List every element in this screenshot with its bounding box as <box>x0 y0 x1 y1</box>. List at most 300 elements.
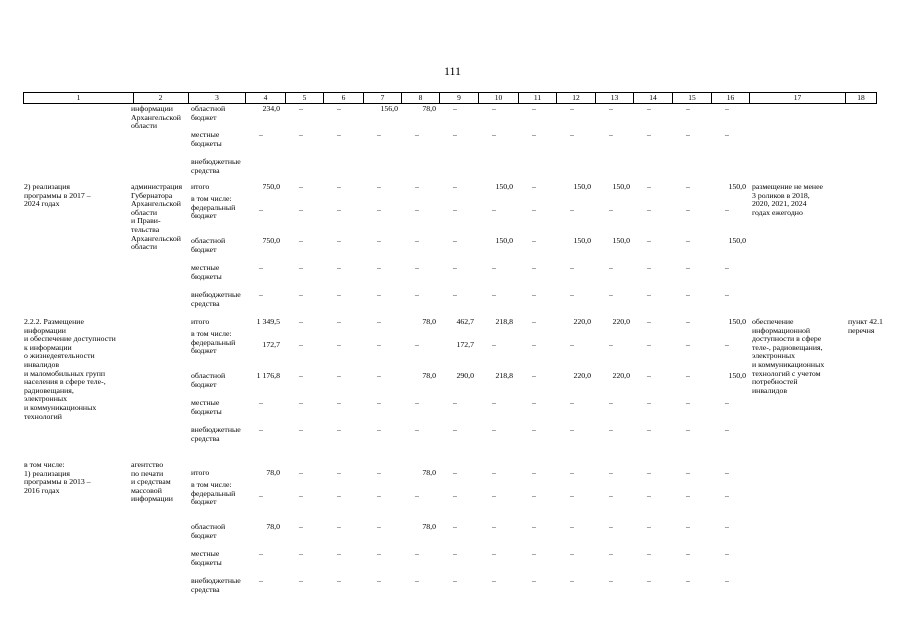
funding-source: местные <box>191 130 220 139</box>
value-cell: – <box>532 576 536 585</box>
value-cell: – <box>377 490 381 500</box>
value-cell: – <box>377 398 381 407</box>
value-cell: 150,0 <box>728 371 746 380</box>
value-cell: – <box>725 104 729 113</box>
value-cell: – <box>492 339 496 349</box>
funding-source: бюджеты <box>191 557 222 567</box>
value-cell: – <box>377 263 381 272</box>
value-cell: – <box>337 425 341 434</box>
value-cell: – <box>725 522 729 531</box>
value-cell: – <box>532 490 536 500</box>
item-description: технологий <box>24 411 62 421</box>
value-cell: – <box>259 398 263 407</box>
funding-source: итого <box>191 182 210 191</box>
value-cell: – <box>299 317 303 326</box>
value-cell: – <box>453 290 457 299</box>
funding-source: бюджеты <box>191 406 222 416</box>
funding-source: в том числе: <box>191 329 232 338</box>
value-cell: – <box>609 339 613 349</box>
value-cell: – <box>453 522 457 531</box>
header-col-5: 5 <box>286 93 324 103</box>
value-cell: – <box>647 425 651 434</box>
value-cell: – <box>337 576 341 585</box>
value-cell: – <box>532 549 536 558</box>
value-cell: – <box>647 104 651 113</box>
reference-note: пункт 42.1 <box>848 317 883 326</box>
value-cell: 234,0 <box>262 104 280 113</box>
header-col-13: 13 <box>596 93 634 103</box>
value-cell: – <box>415 576 419 585</box>
value-cell: – <box>415 425 419 434</box>
value-cell: – <box>453 468 457 477</box>
value-cell: 78,0 <box>422 468 436 477</box>
item-description: и обеспечение доступности <box>24 334 116 344</box>
value-cell: – <box>686 522 690 531</box>
value-cell: 290,0 <box>456 371 474 380</box>
value-cell: – <box>453 236 457 245</box>
funding-source: федеральный <box>191 202 236 212</box>
funding-source: бюджеты <box>191 138 222 148</box>
funding-source: в том числе: <box>191 194 232 203</box>
funding-source: средства <box>191 584 220 594</box>
value-cell: – <box>415 263 419 272</box>
value-cell: – <box>570 263 574 272</box>
funding-source: федеральный <box>191 488 236 498</box>
expected-result: потребностей <box>752 377 798 387</box>
value-cell: – <box>686 317 690 326</box>
value-cell: – <box>453 263 457 272</box>
value-cell: – <box>647 204 651 214</box>
header-col-14: 14 <box>634 93 673 103</box>
value-cell: 218,8 <box>495 371 513 380</box>
funding-source: федеральный <box>191 337 236 347</box>
value-cell: 220,0 <box>573 317 591 326</box>
value-cell: – <box>532 236 536 245</box>
expected-result: доступности в сфере <box>752 334 822 344</box>
value-cell: – <box>609 522 613 531</box>
value-cell: – <box>259 290 263 299</box>
value-cell: – <box>686 371 690 380</box>
responsible-executor: администрация <box>131 182 183 191</box>
funding-source: внебюджетные <box>191 576 241 585</box>
value-cell: – <box>725 490 729 500</box>
value-cell: – <box>377 236 381 245</box>
expected-result: информационной <box>752 325 811 335</box>
value-cell: – <box>570 490 574 500</box>
item-description: инвалидов <box>24 360 60 369</box>
value-cell: – <box>609 130 613 139</box>
value-cell: 220,0 <box>573 371 591 380</box>
value-cell: – <box>725 468 729 477</box>
funding-source: итого <box>191 317 210 326</box>
value-cell: – <box>492 468 496 477</box>
value-cell: – <box>492 130 496 139</box>
funding-source: местные <box>191 398 220 407</box>
value-cell: – <box>532 425 536 434</box>
value-cell: 150,0 <box>573 236 591 245</box>
value-cell: – <box>609 263 613 272</box>
value-cell: – <box>492 398 496 407</box>
value-cell: – <box>299 339 303 349</box>
item-description: 2016 годах <box>24 485 60 495</box>
value-cell: 156,0 <box>380 104 398 113</box>
responsible-executor: области <box>131 242 158 252</box>
expected-result: обеспечение <box>752 317 794 326</box>
value-cell: – <box>377 204 381 214</box>
value-cell: – <box>647 371 651 380</box>
value-cell: – <box>609 398 613 407</box>
value-cell: – <box>453 130 457 139</box>
value-cell: – <box>686 549 690 558</box>
value-cell: – <box>532 398 536 407</box>
value-cell: – <box>609 576 613 585</box>
value-cell: – <box>337 468 341 477</box>
funding-source: местные <box>191 263 220 272</box>
value-cell: – <box>532 182 536 191</box>
value-cell: 218,8 <box>495 317 513 326</box>
header-col-4: 4 <box>246 93 286 103</box>
value-cell: – <box>337 204 341 214</box>
value-cell: 150,0 <box>495 236 513 245</box>
value-cell: 150,0 <box>612 236 630 245</box>
funding-source: областной <box>191 522 226 531</box>
item-description: 1) реализация <box>24 468 70 478</box>
responsible-executor: и Прави- <box>131 216 161 226</box>
value-cell: – <box>337 339 341 349</box>
value-cell: – <box>337 182 341 191</box>
value-cell: – <box>532 468 536 477</box>
value-cell: – <box>647 317 651 326</box>
value-cell: – <box>377 522 381 531</box>
expected-result: годах ежегодно <box>752 207 803 217</box>
expected-result: 2020, 2021, 2024 <box>752 199 807 209</box>
value-cell: – <box>532 371 536 380</box>
funding-source: в том числе: <box>191 480 232 489</box>
value-cell: – <box>415 182 419 191</box>
value-cell: 78,0 <box>422 522 436 531</box>
value-cell: – <box>377 576 381 585</box>
expected-result: размещение не менее <box>752 182 824 191</box>
value-cell: – <box>299 468 303 477</box>
funding-source: бюджет <box>191 112 217 122</box>
value-cell: – <box>377 290 381 299</box>
page-number: 111 <box>443 64 462 78</box>
value-cell: – <box>492 490 496 500</box>
value-cell: – <box>337 104 341 113</box>
funding-source: бюджет <box>191 379 217 389</box>
value-cell: 150,0 <box>612 182 630 191</box>
header-col-9: 9 <box>440 93 479 103</box>
responsible-executor: по печати <box>131 468 164 478</box>
value-cell: 1 349,5 <box>256 317 280 326</box>
value-cell: 462,7 <box>456 317 474 326</box>
table-header-row <box>23 92 877 104</box>
value-cell: 750,0 <box>262 182 280 191</box>
expected-result: теле-, радиовещания, <box>752 342 823 352</box>
header-col-18: 18 <box>846 93 877 103</box>
header-col-12: 12 <box>557 93 596 103</box>
value-cell: – <box>609 468 613 477</box>
responsible-executor: информации <box>131 104 173 113</box>
value-cell: 172,7 <box>456 339 474 349</box>
value-cell: – <box>453 104 457 113</box>
value-cell: – <box>609 549 613 558</box>
value-cell: 750,0 <box>262 236 280 245</box>
value-cell: 150,0 <box>728 317 746 326</box>
value-cell: – <box>570 398 574 407</box>
value-cell: – <box>570 104 574 113</box>
item-description: 2024 годах <box>24 199 60 209</box>
value-cell: – <box>337 263 341 272</box>
funding-source: бюджет <box>191 244 217 254</box>
value-cell: – <box>570 468 574 477</box>
value-cell: – <box>532 263 536 272</box>
value-cell: – <box>377 182 381 191</box>
header-col-6: 6 <box>324 93 364 103</box>
value-cell: – <box>647 263 651 272</box>
item-description: о жизнедеятельности <box>24 351 95 361</box>
item-description: и маломобильных групп <box>24 368 106 378</box>
item-description: информации <box>24 325 66 335</box>
header-col-8: 8 <box>402 93 440 103</box>
value-cell: – <box>337 398 341 407</box>
expected-result: технологий с учетом <box>752 368 821 378</box>
item-description: радиовещания, <box>24 385 74 395</box>
responsible-executor: Архангельской <box>131 233 181 243</box>
value-cell: – <box>647 130 651 139</box>
responsible-executor: агентство <box>131 460 164 469</box>
item-description: 2) реализация <box>24 182 70 191</box>
value-cell: – <box>609 204 613 214</box>
value-cell: – <box>377 468 381 477</box>
value-cell: – <box>337 236 341 245</box>
responsible-executor: Губернатора <box>131 190 173 200</box>
value-cell: – <box>686 204 690 214</box>
value-cell: 150,0 <box>495 182 513 191</box>
value-cell: – <box>725 290 729 299</box>
value-cell: – <box>609 290 613 299</box>
value-cell: – <box>377 371 381 380</box>
value-cell: – <box>686 104 690 113</box>
item-description: к информации <box>24 342 72 352</box>
value-cell: – <box>532 204 536 214</box>
value-cell: 78,0 <box>266 522 280 531</box>
value-cell: – <box>337 317 341 326</box>
value-cell: – <box>453 490 457 500</box>
value-cell: – <box>415 398 419 407</box>
value-cell: – <box>686 290 690 299</box>
value-cell: – <box>259 263 263 272</box>
value-cell: – <box>415 130 419 139</box>
value-cell: – <box>492 104 496 113</box>
funding-source: областной <box>191 104 226 113</box>
value-cell: – <box>686 263 690 272</box>
value-cell: – <box>377 425 381 434</box>
funding-source: бюджет <box>191 346 217 356</box>
value-cell: 150,0 <box>728 236 746 245</box>
value-cell: – <box>686 182 690 191</box>
value-cell: – <box>299 490 303 500</box>
value-cell: – <box>453 204 457 214</box>
value-cell: – <box>647 182 651 191</box>
value-cell: – <box>259 130 263 139</box>
value-cell: – <box>337 371 341 380</box>
item-description: в том числе: <box>24 460 65 469</box>
value-cell: – <box>647 398 651 407</box>
value-cell: – <box>492 522 496 531</box>
value-cell: – <box>725 398 729 407</box>
funding-source: бюджет <box>191 530 217 540</box>
value-cell: – <box>647 339 651 349</box>
value-cell: – <box>686 398 690 407</box>
reference-note: перечня <box>848 325 875 335</box>
responsible-executor: информации <box>131 494 173 504</box>
value-cell: – <box>570 339 574 349</box>
value-cell: – <box>492 204 496 214</box>
value-cell: – <box>532 104 536 113</box>
value-cell: – <box>492 263 496 272</box>
header-col-15: 15 <box>673 93 712 103</box>
value-cell: 172,7 <box>262 339 280 349</box>
value-cell: – <box>299 576 303 585</box>
value-cell: – <box>570 425 574 434</box>
value-cell: – <box>415 339 419 349</box>
value-cell: – <box>415 204 419 214</box>
funding-source: местные <box>191 549 220 558</box>
funding-source: бюджеты <box>191 271 222 281</box>
value-cell: – <box>299 130 303 139</box>
value-cell: – <box>299 236 303 245</box>
funding-source: средства <box>191 298 220 308</box>
value-cell: – <box>337 490 341 500</box>
value-cell: – <box>259 490 263 500</box>
value-cell: 220,0 <box>612 317 630 326</box>
value-cell: – <box>570 130 574 139</box>
value-cell: – <box>686 468 690 477</box>
funding-source: областной <box>191 236 226 245</box>
responsible-executor: и средствам <box>131 477 171 487</box>
value-cell: – <box>570 576 574 585</box>
value-cell: – <box>686 425 690 434</box>
value-cell: 1 176,8 <box>256 371 280 380</box>
value-cell: – <box>259 204 263 214</box>
value-cell: – <box>686 490 690 500</box>
value-cell: – <box>492 290 496 299</box>
header-col-11: 11 <box>519 93 557 103</box>
expected-result: 3 роликов в 2018, <box>752 190 810 200</box>
item-description: электронных <box>24 394 68 404</box>
header-col-16: 16 <box>712 93 750 103</box>
value-cell: – <box>299 425 303 434</box>
value-cell: – <box>609 104 613 113</box>
value-cell: – <box>259 549 263 558</box>
value-cell: – <box>377 549 381 558</box>
funding-source: бюджет <box>191 497 217 507</box>
header-col-10: 10 <box>479 93 519 103</box>
expected-result: инвалидов <box>752 385 788 395</box>
value-cell: – <box>725 204 729 214</box>
value-cell: – <box>299 371 303 380</box>
value-cell: 150,0 <box>573 182 591 191</box>
value-cell: – <box>647 549 651 558</box>
value-cell: – <box>299 290 303 299</box>
responsible-executor: тельства <box>131 225 160 234</box>
value-cell: – <box>377 339 381 349</box>
value-cell: – <box>686 130 690 139</box>
item-description: и коммуникационных <box>24 403 97 412</box>
value-cell: – <box>337 130 341 139</box>
value-cell: – <box>725 425 729 434</box>
value-cell: – <box>492 549 496 558</box>
value-cell: – <box>415 290 419 299</box>
value-cell: – <box>686 576 690 585</box>
value-cell: – <box>725 549 729 558</box>
value-cell: – <box>337 549 341 558</box>
value-cell: – <box>532 290 536 299</box>
value-cell: – <box>259 425 263 434</box>
value-cell: – <box>415 236 419 245</box>
value-cell: – <box>453 425 457 434</box>
value-cell: – <box>725 576 729 585</box>
value-cell: – <box>570 290 574 299</box>
value-cell: 78,0 <box>422 317 436 326</box>
value-cell: – <box>299 104 303 113</box>
value-cell: – <box>609 490 613 500</box>
value-cell: – <box>299 398 303 407</box>
value-cell: – <box>647 522 651 531</box>
header-col-3: 3 <box>189 93 246 103</box>
value-cell: – <box>570 204 574 214</box>
value-cell: – <box>453 182 457 191</box>
responsible-executor: массовой <box>131 485 162 495</box>
value-cell: – <box>492 425 496 434</box>
value-cell: – <box>647 490 651 500</box>
value-cell: – <box>570 522 574 531</box>
responsible-executor: области <box>131 207 158 217</box>
funding-source: областной <box>191 371 226 380</box>
funding-source: внебюджетные <box>191 425 241 434</box>
value-cell: 78,0 <box>422 371 436 380</box>
responsible-executor: Архангельской <box>131 199 181 209</box>
value-cell: – <box>570 549 574 558</box>
item-description: программы в 2017 – <box>24 190 91 200</box>
value-cell: – <box>609 425 613 434</box>
value-cell: – <box>647 468 651 477</box>
value-cell: – <box>686 339 690 349</box>
value-cell: – <box>337 290 341 299</box>
value-cell: – <box>532 339 536 349</box>
value-cell: – <box>492 576 496 585</box>
value-cell: – <box>259 576 263 585</box>
value-cell: – <box>299 549 303 558</box>
value-cell: – <box>647 576 651 585</box>
item-description: программы в 2013 – <box>24 477 91 487</box>
value-cell: 78,0 <box>266 468 280 477</box>
responsible-executor: области <box>131 121 158 131</box>
value-cell: – <box>725 263 729 272</box>
value-cell: – <box>532 317 536 326</box>
value-cell: – <box>377 130 381 139</box>
funding-source: итого <box>191 468 210 477</box>
value-cell: – <box>299 522 303 531</box>
value-cell: – <box>299 204 303 214</box>
value-cell: – <box>532 522 536 531</box>
value-cell: – <box>686 236 690 245</box>
funding-source: внебюджетные <box>191 157 241 166</box>
header-col-17: 17 <box>750 93 846 103</box>
responsible-executor: Архангельской <box>131 112 181 122</box>
value-cell: – <box>377 317 381 326</box>
